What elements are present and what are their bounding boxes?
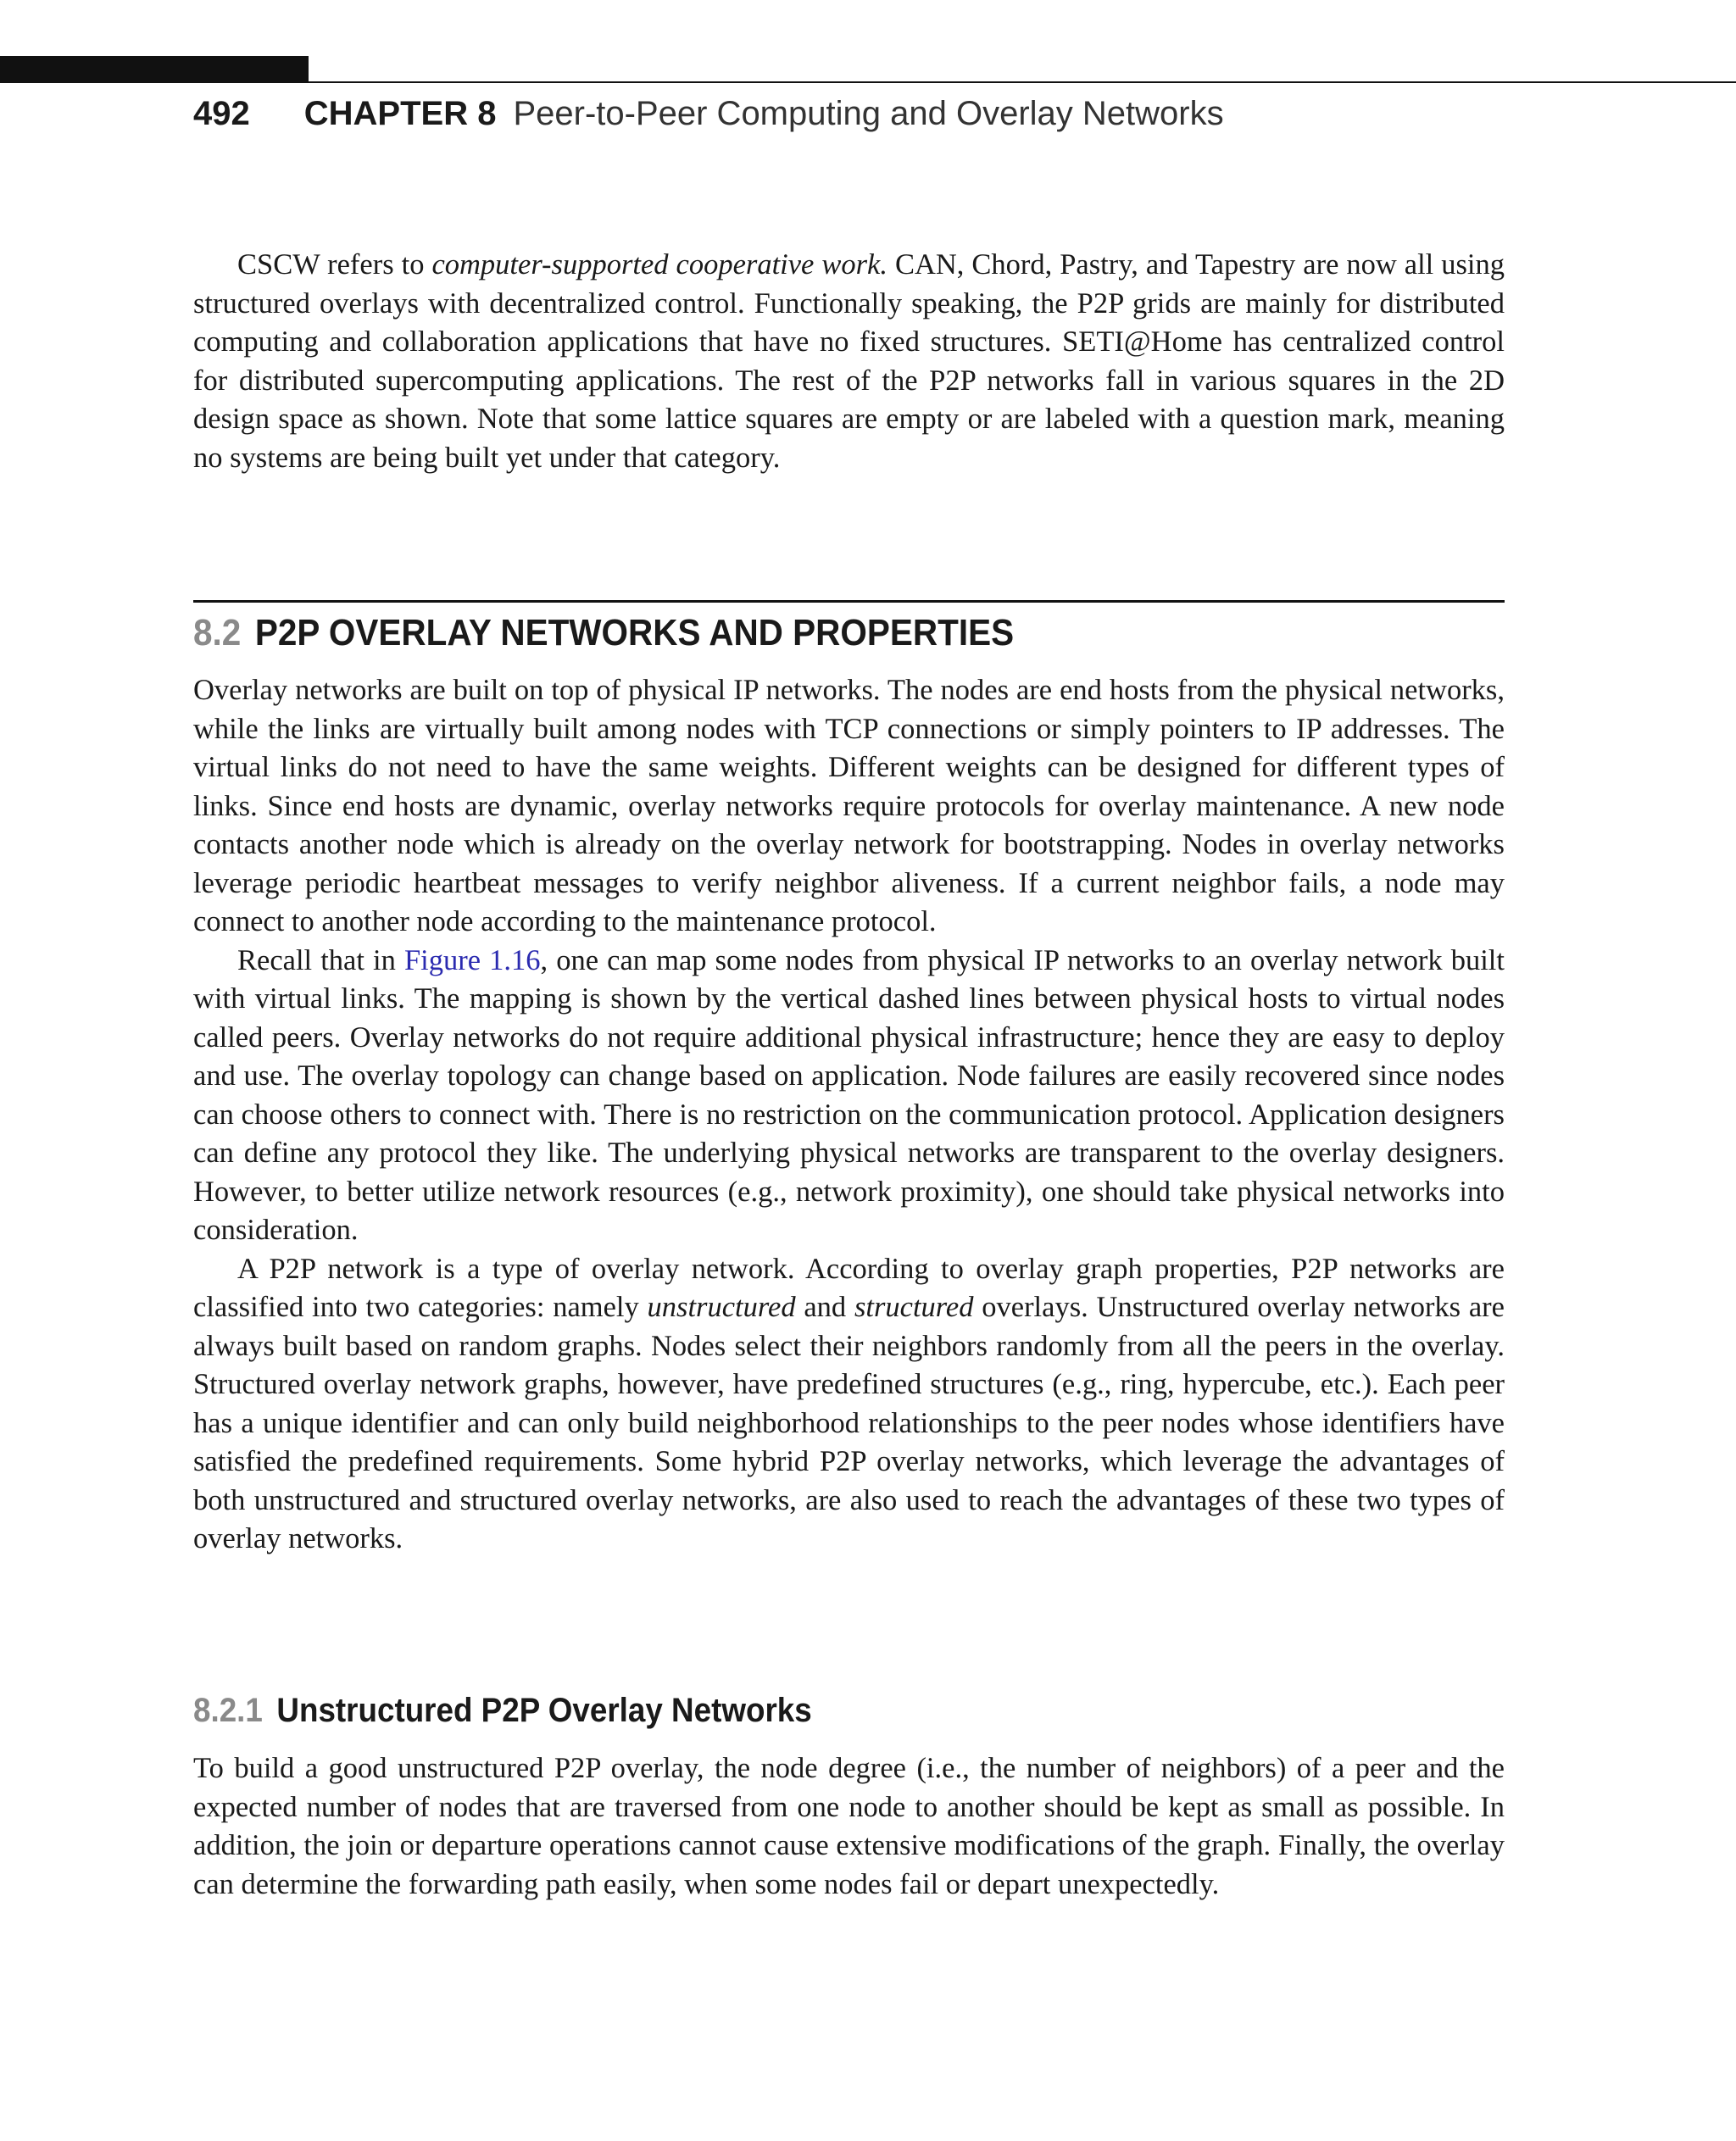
p3-text-3: overlays. Unstructured overlay networks are always built based on random graphs. Nodes select their neighbors randomly from all the peers in the overlay. Structured overlay network graphs, however, have predefined structures (e.g., ring, hypercube, etc.). Each peer has a unique identifier and can only build neighborhood relationships to the peer nodes whose identifiers have satisfied the predefined requirements. Some hybrid P2P overlay networks, which leverage the advantages of both unstructured and structured overlay networks, are also used to reach the advantages of these two types of overlay networks. bbox=[193, 1291, 1505, 1554]
page-number: 492 bbox=[193, 95, 250, 132]
paragraph-p2p-categories bbox=[193, 1250, 1505, 1559]
p2-text-1: Recall that in bbox=[237, 943, 404, 976]
intro-text-2: CAN, Chord, Pastry, and Tapestry are now all using structured overlays with decentralized control. Functionally speaking, the P2P grids are mainly for distributed computing and collaboration applications that have no fixed structures. SETI@Home has centralized control for distributed supercomputing applications. The rest of the P2P networks fall in various squares in the 2D design space as shown. Note that some lattice squares are empty or are labeled with a question mark, meaning no systems are being built yet under that category. bbox=[193, 248, 1505, 474]
section-title: P2P OVERLAY NETWORKS AND PROPERTIES bbox=[254, 612, 1015, 653]
section-8-2-1-body bbox=[193, 1749, 1505, 1904]
subsection-title: Unstructured P2P Overlay Networks bbox=[276, 1692, 812, 1729]
running-header bbox=[193, 95, 1224, 137]
subsection-heading-8-2-1 bbox=[193, 1692, 812, 1739]
section-heading-8-2 bbox=[193, 612, 1014, 663]
section-number: 8.2 bbox=[193, 612, 242, 653]
subsection-number: 8.2.1 bbox=[193, 1692, 263, 1729]
p2-text-2: , one can map some nodes from physical IP networks to an overlay network built with virtual links. The mapping is shown by the vertical dashed lines between physical hosts to virtual nodes called peers. Overlay networks do not require additional physical infrastructure; hence they are easy to deploy and use. The overlay topology can change based on application. Node failures are easily recovered since nodes can choose others to connect with. There is no restriction on the communication protocol. Application designers can define any protocol they like. The underlying physical networks are transparent to the overlay designers. However, to better utilize network resources (e.g., network proximity), one should take physical networks into consideration. bbox=[193, 943, 1505, 1246]
p3-text-2: and bbox=[795, 1291, 854, 1323]
header-bar-block bbox=[0, 56, 309, 83]
header-rule bbox=[309, 81, 1736, 83]
paragraph-figure-reference bbox=[193, 942, 1505, 1250]
term-structured: structured bbox=[854, 1291, 974, 1323]
p3-text-1: A P2P network is a type of overlay network. According to overlay graph properties, P2P networks are classified into two categories: namely bbox=[193, 1252, 1505, 1323]
term-unstructured: unstructured bbox=[647, 1291, 796, 1323]
section-rule bbox=[193, 600, 1505, 603]
intro-italic-term: computer-supported cooperative work. bbox=[431, 248, 887, 281]
paragraph-unstructured-overlay: To build a good unstructured P2P overlay, the node degree (i.e., the number of neighbors) of a peer and the expected number of nodes that are traversed from one node to another should be kept as small as possible. In addition, the join or departure operations cannot cause extensive modifications of the graph. Finally, the overlay can determine the forwarding path easily, when some nodes fail or depart unexpectedly. bbox=[193, 1752, 1505, 1900]
chapter-title: Peer-to-Peer Computing and Overlay Networks bbox=[513, 95, 1224, 132]
intro-text-1: CSCW refers to bbox=[237, 248, 432, 281]
paragraph-overlay-networks: Overlay networks are built on top of physical IP networks. The nodes are end hosts from the physical networks, while the links are virtually built among nodes with TCP connections or simply pointers to IP addresses. The virtual links do not need to have the same weights. Different weights can be designed for different types of links. Since end hosts are dynamic, overlay networks require protocols for overlay maintenance. A new node contacts another node which is already on the overlay network for bootstrapping. Nodes in overlay networks leverage periodic heartbeat messages to verify neighbor aliveness. If a current neighbor fails, a node may connect to another node according to the maintenance protocol. bbox=[193, 674, 1505, 937]
intro-section bbox=[193, 246, 1505, 477]
section-8-2-body bbox=[193, 671, 1505, 1559]
chapter-label: CHAPTER 8 bbox=[303, 95, 497, 132]
intro-paragraph bbox=[193, 246, 1505, 477]
figure-link[interactable]: Figure 1.16 bbox=[403, 943, 541, 976]
